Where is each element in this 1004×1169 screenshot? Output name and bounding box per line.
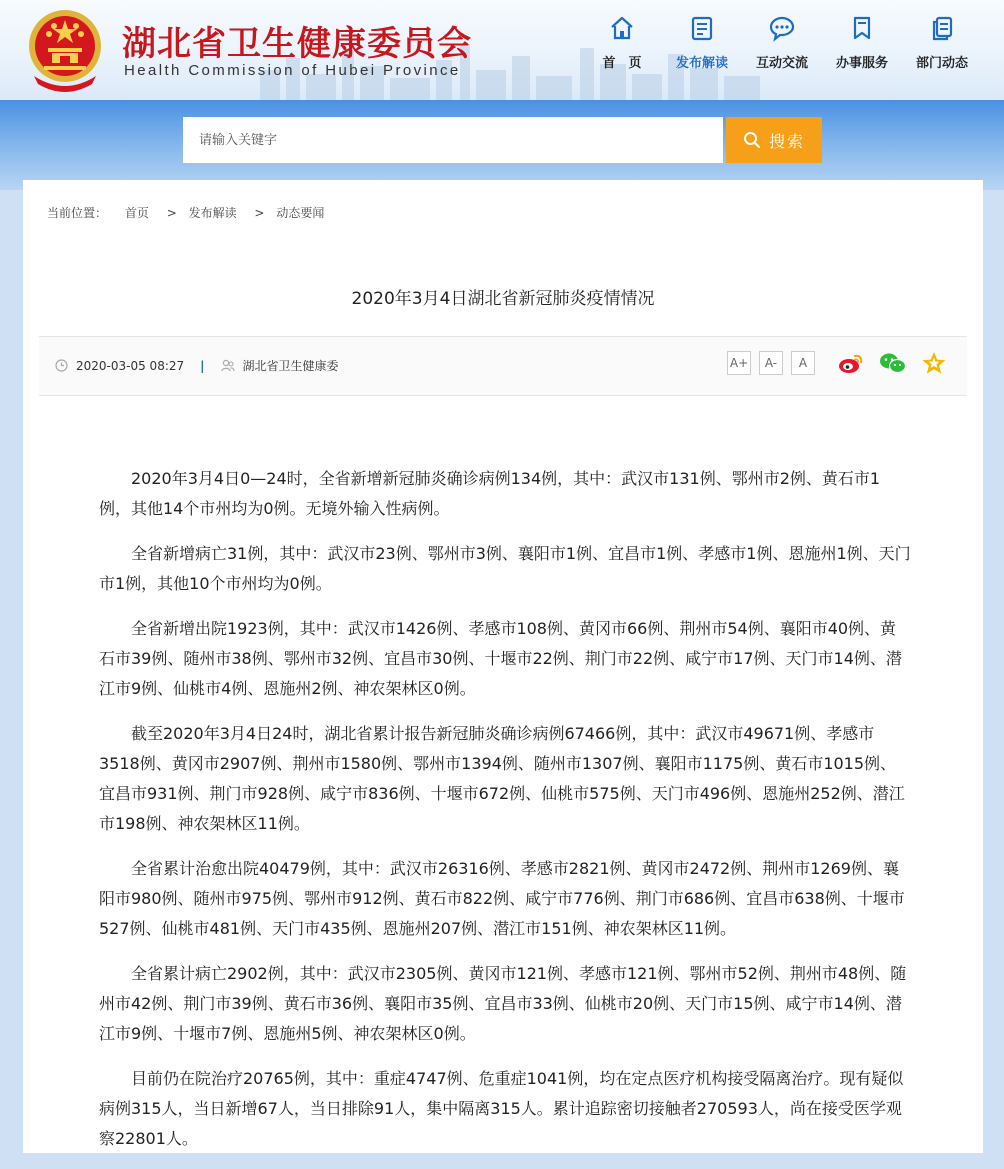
nav-interaction[interactable] (742, 14, 822, 71)
article-paragraph: 全省累计病亡2902例，其中：武汉市2305例、黄冈市121例、孝感市121例、鄂州市52例、荆州市48例、随州市42例、荆门市39例、黄石市36例、襄阳市35例、宜昌市33例、仙桃市20例、天门市15例、咸宁市14例、潜江市9例、十堰市7例、恩施州5例、神农架林区0例。 (99, 964, 907, 1043)
main-nav (582, 14, 982, 71)
search-button[interactable] (726, 117, 822, 163)
document-icon (688, 14, 716, 42)
article-meta-info (55, 357, 339, 374)
site-title: 湖北省卫生健康委员会 (122, 24, 472, 64)
article-date: 2020-03-05 08:27 (76, 358, 185, 373)
clock-icon (55, 359, 68, 372)
article-body (99, 464, 911, 1169)
nav-home-label: 首 页 (602, 56, 642, 71)
article-paragraph: 目前仍在院治疗20765例，其中：重症4747例、危重症1041例，均在定点医疗机构接受隔离治疗。现有疑似病例315人，当日新增67人，当日排除91人，集中隔离315人。累计追踪密切接触者270593人，尚在接受医学观察22801人。 (99, 1069, 904, 1148)
breadcrumb-releases[interactable]: 发布解读 (188, 206, 237, 220)
article-tools (727, 351, 947, 375)
meta-divider: | (200, 358, 205, 373)
favorite-star-icon[interactable] (921, 351, 947, 375)
article-source: 湖北省卫生健康委 (242, 359, 339, 373)
national-emblem-logo (24, 6, 106, 92)
search-button-label: 搜索 (768, 131, 805, 151)
site-subtitle: Health Commission of Hubei Province (124, 62, 461, 79)
nav-services-label: 办事服务 (835, 56, 888, 71)
site-header (0, 0, 1004, 100)
breadcrumb-home[interactable]: 首页 (124, 206, 149, 220)
bookmark-icon (848, 14, 876, 42)
article-title: 2020年3月4日湖北省新冠肺炎疫情情况 (351, 289, 655, 309)
nav-services[interactable] (822, 14, 902, 71)
article-paragraph: 全省新增病亡31例，其中：武汉市23例、鄂州市3例、襄阳市1例、宜昌市1例、孝感市1例、恩施州1例、天门市1例，其他10个市州均为0例。 (99, 544, 911, 593)
nav-interaction-label: 互动交流 (755, 56, 808, 71)
article-meta-bar (39, 336, 967, 396)
breadcrumb (47, 204, 330, 221)
breadcrumb-separator: > (254, 206, 265, 220)
nav-home[interactable] (582, 14, 662, 71)
article-paragraph: 截至2020年3月4日24时，湖北省累计报告新冠肺炎确诊病例67466例，其中：武汉市49671例、孝感市3518例、黄冈市2907例、荆州市1580例、鄂州市1394例、随州市1307例、襄阳市1175例、黄石市1015例、宜昌市931例、荆门市928例、咸宁市836例、十堰市672例、仙桃市575例、天门市496例、恩施州252例、潜江市198例、神农架林区11例。 (99, 724, 905, 833)
nav-department-news-label: 部门动态 (915, 56, 968, 71)
breadcrumb-separator: > (166, 206, 177, 220)
nav-department-news[interactable] (902, 14, 982, 71)
nav-releases-label: 发布解读 (675, 56, 728, 71)
home-icon (608, 14, 636, 42)
search-input[interactable] (183, 117, 723, 163)
source-icon (221, 359, 235, 372)
search-icon (743, 131, 761, 149)
article-card (23, 180, 983, 1153)
article-paragraph: 全省新增出院1923例，其中：武汉市1426例、孝感市108例、黄冈市66例、荆州市54例、襄阳市40例、黄石市39例、随州市38例、鄂州市32例、宜昌市30例、十堰市22例、荆门市22例、咸宁市17例、天门市14例、潜江市9例、仙桃市4例、恩施州2例、神农架林区0例。 (99, 619, 902, 698)
nav-releases[interactable] (662, 14, 742, 71)
chat-icon (768, 14, 796, 42)
wechat-share-icon[interactable] (879, 351, 907, 375)
font-reset-button[interactable]: A (791, 351, 815, 375)
article-paragraph: 2020年3月4日0—24时，全省新增新冠肺炎确诊病例134例，其中：武汉市131例、鄂州市2例、黄石市1例，其他14个市州均为0例。无境外输入性病例。 (99, 469, 881, 518)
weibo-share-icon[interactable] (837, 351, 865, 375)
copy-icon (928, 14, 956, 42)
font-decrease-button[interactable]: A- (759, 351, 783, 375)
font-increase-button[interactable]: A+ (727, 351, 751, 375)
breadcrumb-news[interactable]: 动态要闻 (276, 206, 325, 220)
breadcrumb-prefix: 当前位置： (47, 206, 108, 220)
article-paragraph: 全省累计治愈出院40479例，其中：武汉市26316例、孝感市2821例、黄冈市2472例、荆州市1269例、襄阳市980例、随州市975例、鄂州市912例、黄石市822例、咸宁市776例、荆门市686例、宜昌市638例、十堰市527例、仙桃市481例、天门市435例、恩施州207例、潜江市151例、神农架林区11例。 (99, 859, 905, 938)
